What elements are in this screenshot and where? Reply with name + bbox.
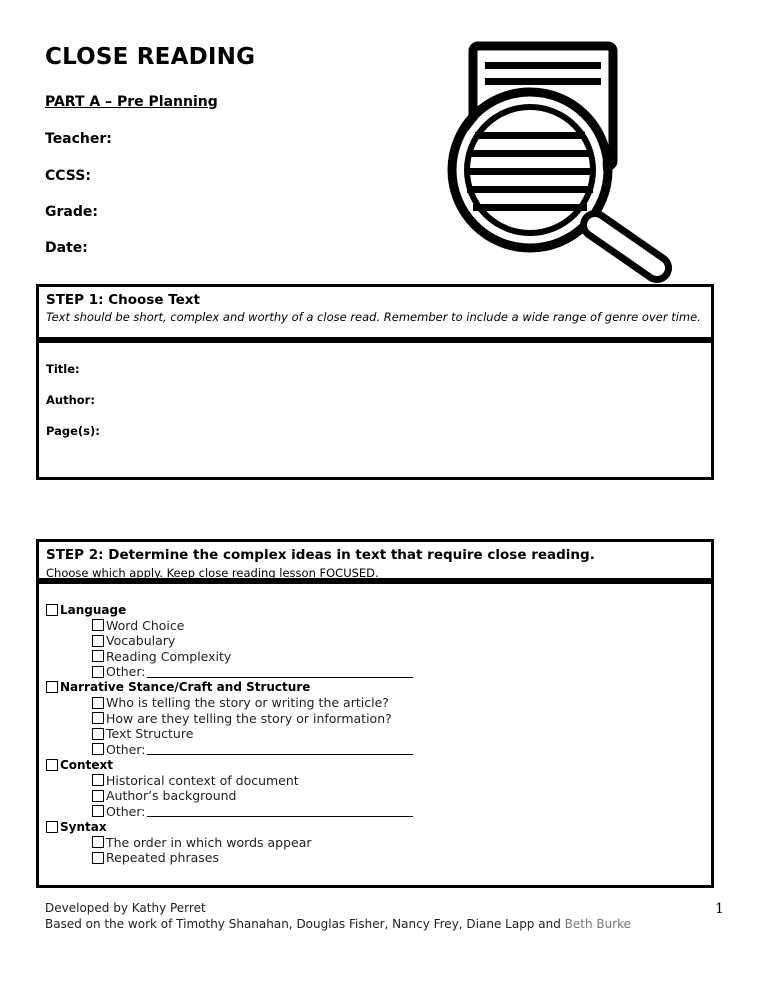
checkbox[interactable] [92, 635, 104, 647]
checkbox[interactable] [46, 821, 58, 833]
checklist-item[interactable]: Reading Complexity [92, 649, 231, 665]
divider [39, 581, 711, 584]
checklist-item-other[interactable]: Other: [92, 804, 413, 820]
text-pages-label: Page(s): [46, 424, 100, 438]
step1-description: Text should be short, complex and worthy of a close read. Remember to include a wide range of genre over time. [46, 310, 701, 324]
footer-developed-by: Developed by Kathy Perret [45, 901, 206, 915]
step2-body-box [36, 581, 714, 888]
checklist-item-other[interactable]: Other: [92, 742, 413, 758]
document-title: CLOSE READING [45, 44, 256, 70]
checkbox[interactable] [92, 666, 104, 678]
checklist-item-narrative[interactable]: Narrative Stance/Craft and Structure [46, 680, 310, 696]
grade-label: Grade: [45, 204, 98, 220]
page-number: 1 [715, 901, 724, 917]
date-label: Date: [45, 240, 88, 256]
checkbox[interactable] [92, 619, 104, 631]
checkbox[interactable] [46, 759, 58, 771]
divider [39, 340, 711, 343]
step2-title: STEP 2: Determine the complex ideas in text that require close reading. [46, 547, 595, 563]
checklist-item-context[interactable]: Context [46, 757, 113, 773]
checkbox[interactable] [92, 697, 104, 709]
text-title-label: Title: [46, 362, 80, 376]
checkbox[interactable] [46, 604, 58, 616]
checklist-item[interactable]: Repeated phrases [92, 850, 219, 866]
other-write-in-line[interactable] [147, 805, 413, 817]
checkbox[interactable] [92, 712, 104, 724]
step2-header-box [36, 539, 714, 581]
ccss-label: CCSS: [45, 168, 91, 184]
other-write-in-line[interactable] [147, 743, 413, 755]
teacher-label: Teacher: [45, 131, 112, 147]
checkbox[interactable] [46, 681, 58, 693]
step1-body-box [36, 340, 714, 480]
checkbox[interactable] [92, 836, 104, 848]
checklist-item-language[interactable]: Language [46, 602, 126, 618]
checklist-item[interactable]: Vocabulary [92, 633, 175, 649]
magnifier-document-icon [445, 40, 680, 285]
step1-header-box [36, 284, 714, 340]
checklist-item[interactable]: How are they telling the story or information? [92, 711, 392, 727]
checklist-item[interactable]: Historical context of document [92, 773, 299, 789]
checkbox[interactable] [92, 743, 104, 755]
footer-highlight-name: Beth Burke [564, 917, 632, 931]
checkbox[interactable] [92, 852, 104, 864]
checklist-item[interactable]: Word Choice [92, 618, 184, 634]
checklist-item[interactable]: The order in which words appear [92, 835, 312, 851]
checkbox[interactable] [92, 774, 104, 786]
checklist-item[interactable]: Author’s background [92, 788, 236, 804]
checklist-item[interactable]: Text Structure [92, 726, 193, 742]
text-author-label: Author: [46, 393, 95, 407]
part-heading: PART A – Pre Planning [45, 94, 218, 110]
checkbox[interactable] [92, 805, 104, 817]
other-write-in-line[interactable] [147, 666, 413, 678]
checklist-item[interactable]: Who is telling the story or writing the article? [92, 695, 389, 711]
checklist-item-syntax[interactable]: Syntax [46, 819, 107, 835]
footer-based-on: Based on the work of Timothy Shanahan, Douglas Fisher, Nancy Frey, Diane Lapp and Beth Burke [45, 917, 632, 931]
checkbox[interactable] [92, 790, 104, 802]
checkbox[interactable] [92, 650, 104, 662]
step2-description: Choose which apply. Keep close reading lesson FOCUSED. [46, 566, 379, 580]
step1-title: STEP 1: Choose Text [46, 292, 200, 308]
checklist-item-other[interactable]: Other: [92, 664, 413, 680]
checkbox[interactable] [92, 728, 104, 740]
